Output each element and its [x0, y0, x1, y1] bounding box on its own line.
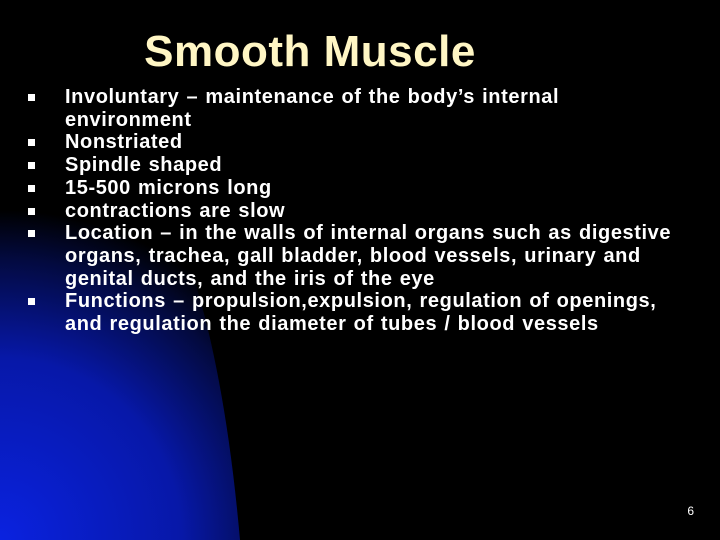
bullet-item	[0, 200, 675, 223]
bullet-item	[0, 154, 675, 177]
square-bullet-icon	[28, 298, 35, 305]
bullet-text: contractions are slow	[65, 199, 286, 222]
bullet-item	[0, 131, 675, 154]
bullet-text: 15-500 microns long	[65, 176, 272, 199]
bullet-text: Involuntary – maintenance of the body’s internal environment	[65, 86, 560, 131]
bullet-text: Location – in the walls of internal organs such as digestive organs, trachea, gall bladder, blood vessels, urinary and genital ducts, and the iris of the eye	[65, 222, 672, 290]
bullet-list	[0, 86, 720, 336]
bullet-item	[0, 290, 675, 335]
square-bullet-icon	[28, 230, 35, 237]
bullet-item	[0, 177, 675, 200]
square-bullet-icon	[28, 94, 35, 101]
bullet-text: Nonstriated	[65, 131, 183, 154]
bullet-item	[0, 222, 675, 290]
square-bullet-icon	[28, 185, 35, 192]
square-bullet-icon	[28, 208, 35, 215]
square-bullet-icon	[28, 139, 35, 146]
slide-title: Smooth Muscle	[144, 27, 476, 76]
bullet-text: Spindle shaped	[65, 154, 223, 177]
bullet-text: Functions – propulsion,expulsion, regulation of openings, and regulation the diameter of tubes / blood vessels	[65, 290, 657, 336]
bullet-item	[0, 86, 675, 131]
page-number: 6	[687, 504, 694, 518]
square-bullet-icon	[28, 162, 35, 169]
